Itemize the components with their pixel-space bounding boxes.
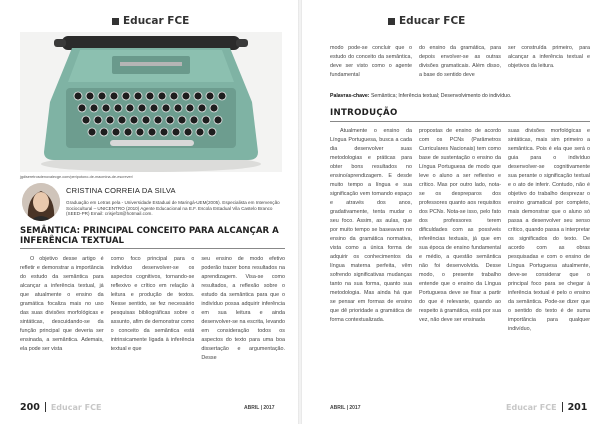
header-brand: Educar FCE [399, 15, 466, 27]
article-title: SEMÂNTICA: PRINCIPAL CONCEITO PARA ALCANÇAR A INFERÊNCIA TEXTUAL [20, 226, 279, 246]
right-page [300, 0, 600, 424]
header-brand: Educar FCE [123, 15, 190, 27]
page-footer [20, 401, 101, 413]
keywords-line [330, 93, 590, 100]
keywords-text: Semântica; Inferência textual; Desenvolvimento do indivíduo. [370, 93, 512, 99]
text-column: como foco principal para o indivíduo desenvolver-se os aspectos cognitivos, tornando-se reflexivo e crítico em relação à leitura e produção de textos. Nesse sentido, se fez necessário pesquisas bibliográficas sobre o assunto, afim de demonstrar como o conceito da semântica está intrinsicamente ligada à inferência textual e que [110, 256, 195, 352]
footer-brand: Educar FCE [50, 402, 102, 412]
running-header [388, 14, 465, 28]
footer-brand: Educar FCE [506, 402, 557, 412]
title-rule [20, 248, 285, 249]
footer-divider [45, 402, 46, 412]
keywords-label: Palavras-chave: [330, 93, 370, 99]
text-column: Atualmente o ensino da Língua Portuguesa, busca a cada dia desenvolver suas metodologias e práticas para obter bons resultados no ensino/aprendizagem. E desde muito tempo a língua e sua significação vem tomando espaço e através dos anos, gradativamente, tenta mudar o seu foco. Assim, as aulas, que por muito tempo se baseavam no ensino da gramática normativa, vista como a única forma de adquirir os conhecimentos da língua materna perfeita, vêm sofrendo significativas mudanças tanto na sua forma, quanto sua metodologia. Mas ainda há que se pensar em formas de ensino que dê prioridade a gramática de forma contextualizada. [330, 128, 412, 323]
page-footer [506, 401, 587, 413]
text-column: ser construída primeiro, para alcançar a inferência textual e objetivos da leitura. [508, 45, 590, 69]
introduction-columns [330, 127, 590, 395]
author-name: CRISTINA CORREIA DA SILVA [66, 186, 176, 195]
issue-date: ABRIL | 2017 [244, 405, 275, 411]
page-number: 200 [20, 401, 40, 413]
photo-caption: jgdiseretrosdenovalecge.com/peripotono-de-macmina-de-escrever/ [20, 175, 133, 179]
typewriter-icon [20, 32, 282, 172]
issue-date: ABRIL | 2017 [330, 405, 361, 411]
page-number: 201 [567, 401, 588, 413]
footer-divider [562, 402, 563, 412]
text-column: propostas de ensino de acordo com os PCNs (Parâmetros Curriculares Nacionais) tem como base de sustentação o ensino da Língua Portuguesa de modo que leve o aluno a ser reflexivo e crítico. Mas por outro lado, nota-se os despreparos dos professores quanto aos requisitos dos PCNs. Nota-se isso, pelo fato dos professores terem dificuldades com as possíveis inferências textuais, já que em sua época de ensino fundamental e médio, a questão semântica não foi desenvolvida. Desse modo, o presente trabalho entende que o ensino da Língua Portuguesa deve se fixar a partir do que é relevante, quando ao respeito à gramática, está por sua vez, não deve ser ensinada [419, 128, 501, 323]
text-column: do ensino da gramática, para depois envolver-se as outras divisões gramaticais. Além disso, a base do sentido deve [419, 45, 501, 78]
section-rule [330, 121, 590, 122]
abstract-continuation [330, 44, 590, 82]
text-column: modo pode-se concluir que o estudo do conceito da semântica, deve ser visto como o agente fundamental [330, 45, 412, 78]
author-bio: Graduação em Letras pela - Universidade Estadual de Maringá-UEM(2005). Especialista em Intervenção Sociocultural – UNICENTRO (2010) Agente Educacional na E.F. Escola Estadual Vila Castelo Branco (SEED-PR) Email: crisjef18@hotmail.com. [66, 200, 280, 217]
author-portrait-icon [22, 183, 60, 221]
text-column: suas divisões morfológicas e sintáticas, mais sim primeiro a semântica. Pois é ela que será o guia para o indivíduo desenvolver-se cognitivamente sua perante o significação textual e o ato de inferir. Contudo, não é objetivo do trabalho desprezar o ensino gramatical por completo, mais demonstrar que o aluno só passa a desenvolver seu senso crítico, quando passa a interpretar os significados do texto. De acordo com as obras pesquisadas e com o ensino de Língua Portuguesa atualmente, deve-se considerar que o principal foco para se chegar à inferência textual é pelo o ensino da semântica. Pode-se dizer que o sentido do texto é de suma importância para qualquer indivíduo, [508, 128, 590, 332]
square-bullet-icon [112, 18, 119, 25]
abstract-columns [20, 255, 285, 395]
square-bullet-icon [388, 18, 395, 25]
author-avatar [22, 183, 60, 221]
running-header [112, 14, 189, 28]
text-column: O objetivo desse artigo é refletir e demonstrar a importância do estudo da semântica para alcançar a inferência textual, já que atualmente o ensino da gramática focaliza mais no uso das suas divisões morfológicas e sintáticas, descuidando-se da função principal que deveria ser ensinada, a semântica. Ademais, ela pode ser vista [20, 256, 104, 352]
text-column: seu ensino de modo efetivo poderão trazer bons resultados na aprendizagem. Visa-se como resultados, a reflexão sobre o estudo da semântica para que o indivíduo possa adquirir inferência em sua leitura e ainda desenvolver-se na escrita, levando em consideração todos os aspectos do texto para uma boa dissertação e argumentação. Desse [201, 256, 286, 361]
section-title: INTRODUÇÃO [330, 108, 398, 118]
typewriter-photo [20, 32, 282, 172]
